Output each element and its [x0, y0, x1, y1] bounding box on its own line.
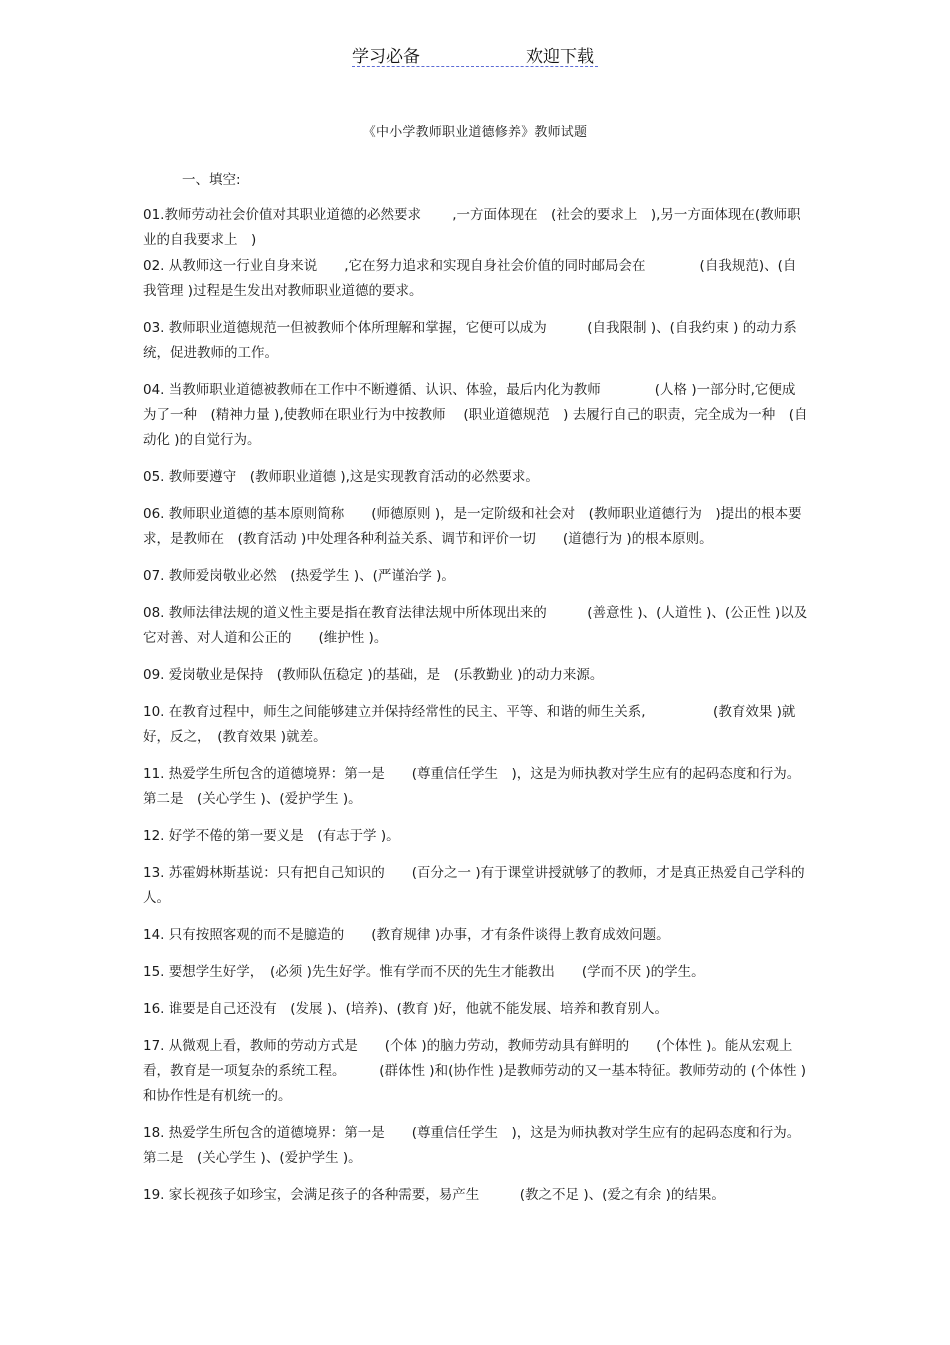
- question-03: 03. 教师职业道德规范一但被教师个体所理解和掌握，它便可以成为 (自我限制 )、(自我约束 ) 的动力系统，促进教师的工作。: [143, 320, 797, 361]
- question-11: 11. 热爱学生所包含的道德境界：第一是 (尊重信任学生 )，这是为师执教对学生应有的起码态度和行为。第二是 (关心学生 )、(爱护学生 )。: [143, 766, 801, 807]
- question-12: 12. 好学不倦的第一要义是 (有志于学 )。: [143, 828, 400, 844]
- page-header: [352, 40, 598, 67]
- question-05: 05. 教师要遵守 (教师职业道德 ),这是实现教育活动的必然要求。: [143, 469, 539, 485]
- question-08: 08. 教师法律法规的道义性主要是指在教育法律法规中所体现出来的 (善意性 )、(人道性 )、(公正性 )以及它对善、对人道和公正的 (维护性 )。: [143, 605, 808, 646]
- question-04: 04. 当教师职业道德被教师在工作中不断遵循、认识、体验，最后内化为教师 (人格 )一部分时,它便成为了一种 (精神力量 ),使教师在职业行为中按教师 (职业道德规范 ) 去履行自己的职责，完全成为一种 (自动化 )的自觉行为。: [143, 382, 808, 448]
- question-19: 19. 家长视孩子如珍宝，会满足孩子的各种需要，易产生 (教之不足 )、(爱之有余 )的结果。: [143, 1187, 725, 1203]
- question-10: 10. 在教育过程中，师生之间能够建立并保持经常性的民主、平等、和谐的师生关系, (教育效果 )就好，反之， (教育效果 )就差。: [143, 704, 796, 745]
- section-heading: 一、填空:: [182, 172, 241, 188]
- question-02: 02. 从教师这一行业自身来说 ,它在努力追求和实现自身社会价值的同时邮局会在 (自我规范)、(自我管理 )过程是生发出对教师职业道德的要求。: [143, 258, 797, 299]
- question-18: 18. 热爱学生所包含的道德境界：第一是 (尊重信任学生 )，这是为师执教对学生应有的起码态度和行为。第二是 (关心学生 )、(爱护学生 )。: [143, 1125, 801, 1166]
- question-17: 17. 从微观上看，教师的劳动方式是 (个体 )的脑力劳动，教师劳动具有鲜明的 (个体性 )。能从宏观上看，教育是一项复杂的系统工程。 (群体性 )和(协作性 )是教师劳动的又一基本特征。教师劳动的 (个体性 )和协作性是有机统一的。: [143, 1038, 807, 1104]
- question-16: 16. 谁要是自己还没有 (发展 )、(培养)、(教育 )好，他就不能发展、培养和教育别人。: [143, 1001, 668, 1017]
- question-07: 07. 教师爱岗敬业必然 (热爱学生 )、(严谨治学 )。: [143, 568, 455, 584]
- header-right-text: 欢迎下载: [526, 47, 594, 67]
- header-left-text: 学习必备: [352, 47, 420, 67]
- question-list: [143, 203, 808, 1208]
- question-14: 14. 只有按照客观的而不是臆造的 (教育规律 )办事，才有条件谈得上教育成效问题。: [143, 927, 670, 943]
- question-15: 15. 要想学生好学， (必须 )先生好学。惟有学而不厌的先生才能教出 (学而不厌 )的学生。: [143, 964, 705, 980]
- question-06: 06. 教师职业道德的基本原则简称 (师德原则 )，是一定阶级和社会对 (教师职业道德行为 )提出的根本要求，是教师在 (教育活动 )中处理各种利益关系、调节和评价一切 (道德行为 )的根本原则。: [143, 506, 802, 547]
- question-09: 09. 爱岗敬业是保持 (教师队伍稳定 )的基础，是 (乐教勤业 )的动力来源。: [143, 667, 604, 683]
- document-title: 《中小学教师职业道德修养》教师试题: [362, 125, 588, 140]
- question-13: 13. 苏霍姆林斯基说：只有把自己知识的 (百分之一 )有于课堂讲授就够了的教师，才是真正热爱自己学科的人。: [143, 865, 805, 906]
- question-01: 01.教师劳动社会价值对其职业道德的必然要求 ,一方面体现在 (社会的要求上 ),另一方面体现在(教师职业的自我要求上 ): [143, 207, 801, 248]
